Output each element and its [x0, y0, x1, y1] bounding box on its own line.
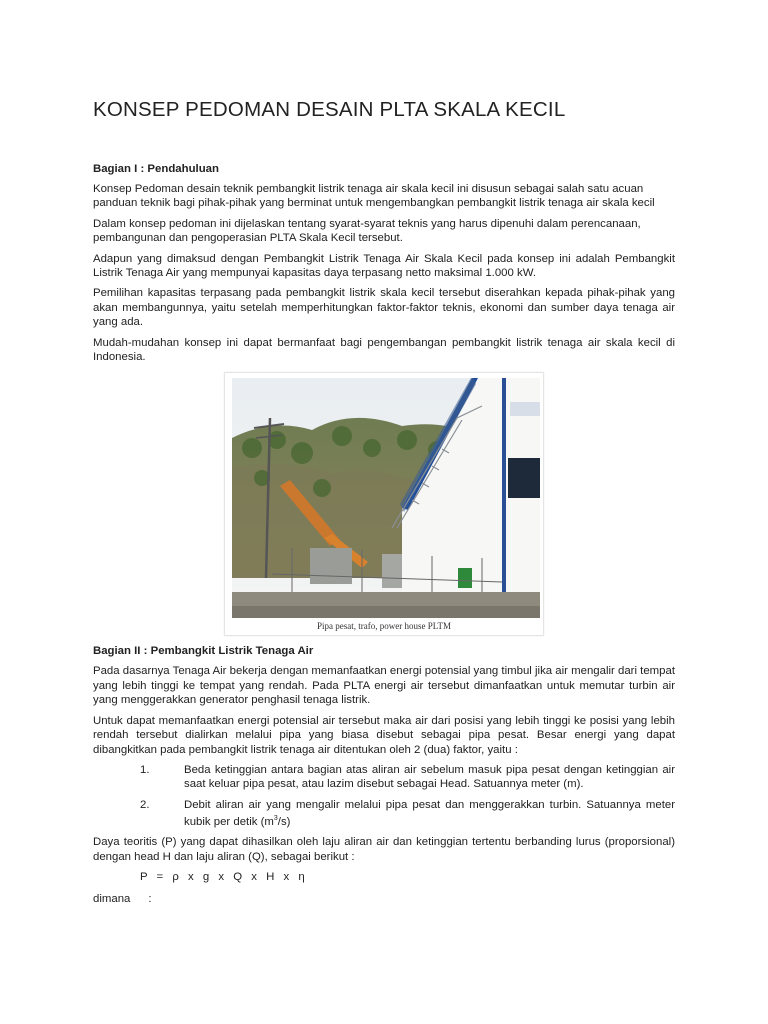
- paragraph-daya-teoritis: Daya teoritis (P) yang dapat dihasilkan oleh laju aliran air dan ketinggian tertentu berbanding lurus (proporsional) dengan head H dan laju aliran (Q), sebagai berikut :: [93, 836, 675, 863]
- paragraph-intro-2: Dalam konsep pedoman ini dijelaskan tentang syarat-syarat teknis yang harus dipenuhi dalam perencanaan, pembangunan dan pengoperasian PLTA Skala Kecil tersebut.: [93, 217, 641, 245]
- section-heading-pendahuluan: Bagian I : Pendahuluan: [93, 163, 219, 175]
- list-item: [140, 763, 675, 792]
- list-text-main: Debit aliran air yang mengalir melalui pipa pesat dan menggerakkan turbin. Satuannya meter kubik per detik (m: [184, 798, 675, 828]
- paragraph-intro-4: Pemilihan kapasitas terpasang pada pembangkit listrik skala kecil tersebut diserahkan kepada pihak-pihak yang akan membangunnya, yaitu setelah memperhitungkan faktor-faktor teknis, ekonomi dan sumber daya tenaga air yang ada.: [93, 287, 675, 329]
- paragraph-intro-5: Mudah-mudahan konsep ini dapat bermanfaat bagi pengembangan pembangkit listrik tenaga air skala kecil di Indonesia.: [93, 336, 675, 364]
- figure-caption: Pipa pesat, trafo, power house PLTM: [317, 621, 451, 632]
- paragraph-intro-3: Adapun yang dimaksud dengan Pembangkit Listrik Tenaga Air Skala Kecil pada konsep ini adalah Pembangkit Listrik Tenaga Air yang mempunyai kapasitas daya terpasang netto maksimal 1.000 kW.: [93, 252, 675, 280]
- list-number: 2.: [140, 798, 150, 811]
- paragraph-intro-1: Konsep Pedoman desain teknik pembangkit listrik tenaga air skala kecil ini disusun sebagai salah satu acuan panduan teknik bagi pihak-pihak yang berminat untuk mengembangkan pembangkit listrik tenaga air skala kecil: [93, 183, 655, 210]
- paragraph-plta-1: Pada dasarnya Tenaga Air bekerja dengan memanfaatkan energi potensial yang timbul jika air mengalir dari tempat yang lebih tinggi ke tempat yang rendah. Pada PLTA energi air tersebut dimanfaatkan untuk memutar turbin air yang menggerakkan generator penghasil tenaga listrik.: [93, 665, 675, 707]
- dimana-line: [93, 892, 675, 906]
- list-text: Beda ketinggian antara bagian atas aliran air sebelum masuk pipa pesat dengan ketinggian air saat keluar pipa pesat, atau lazim disebut sebagai Head. Satuannya meter (m).: [184, 763, 675, 791]
- figure-power-house-photo: [224, 372, 544, 636]
- list-item: [140, 798, 675, 830]
- list-number: 1.: [140, 763, 150, 776]
- dimana-colon: :: [148, 893, 152, 906]
- paragraph-plta-2: Untuk dapat memanfaatkan energi potensial air tersebut maka air dari posisi yang lebih tinggi ke posisi yang lebih rendah tersebut dialirkan melalui pipa yang biasa disebut sebagai pipa pesat. Besar energi yang dapat dibangkitkan pada pembangkit listrik tenaga air ditentukan oleh 2 (dua) faktor, yaitu :: [93, 714, 675, 756]
- power-formula: P = ρ x g x Q x H x η: [140, 871, 305, 884]
- power-house-photo: [232, 378, 540, 618]
- document-page: [93, 96, 675, 906]
- page-title: KONSEP PEDOMAN DESAIN PLTA SKALA KECIL: [93, 98, 566, 121]
- superscript-3: 3: [273, 815, 278, 823]
- dimana-label: dimana: [93, 893, 131, 906]
- list-text-unit: /s): [277, 815, 291, 828]
- section-heading-plta: Bagian II : Pembangkit Listrik Tenaga Air: [93, 645, 314, 658]
- list-text: [184, 798, 675, 830]
